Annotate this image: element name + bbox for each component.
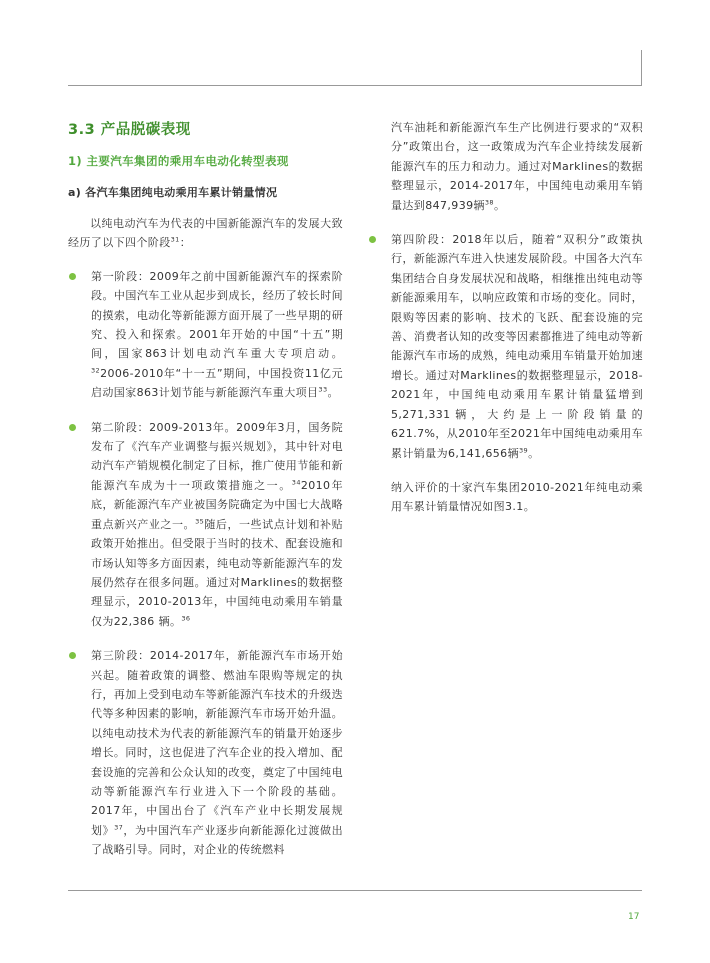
footnote-ref[interactable]: 39: [518, 445, 529, 454]
header-tick: [641, 50, 642, 86]
footer-rule: [68, 890, 642, 891]
right-column: [368, 118, 643, 532]
page-number: 17: [628, 912, 640, 922]
stage-4-text: 第四阶段：2018年以后，随着“双积分”政策执行，新能源汽车进入快速发展阶段。中国各大汽车集团结合自身发展状况和战略，相继推出纯电动等新能源乘用车，以响应政策和市场的变化。同时，限购等因素的影响、技术的飞跃、配套设施的完善、消费者认知的改变等因素都推进了纯电动等新能源汽车市场的成熟，纯电动乘用车销量开始加速增长。通过对Marklines的数据整理显示，2018-2021年，中国纯电动乘用车累计销量猛增到5,271,331辆，大约是上一阶段销量的621.7%，从2010年至2021年中国纯电动乘用车累计销量为6,141,656辆$^{39}$。: [391, 233, 643, 460]
stage-2-item: [68, 418, 343, 631]
footnote-ref[interactable]: 34: [291, 478, 301, 487]
bullet-dot-icon: [69, 273, 76, 280]
stage-3-continued-text: 汽车油耗和新能源汽车生产比例进行要求的“双积分”政策出台，这一政策成为汽车企业持续发展新能源汽车的压力和动力。通过对Marklines的数据整理显示，2014-2017年，中国纯电动乘用车销量达到847,939辆$^{38}$。: [391, 121, 643, 212]
bullet-dot-icon: [369, 236, 376, 243]
stage-1-text: 第一阶段：2009年之前中国新能源汽车的探索阶段。中国汽车工业从起步到成长，经历了较长时间的摸索，电动化等新能源方面开展了一些早期的研究、投入和探索。2001年开始的中国“十五”期间，国家863计划电动汽车重大专项启动。$^{32}$2006-2010年“十一五”期间，中国投资11亿元启动国家863计划节能与新能源汽车重大项目$^{33}$。: [91, 269, 343, 400]
footnote-ref[interactable]: 37: [114, 823, 124, 832]
stage-4-item: [368, 230, 643, 463]
footnote-ref[interactable]: 35: [195, 517, 205, 526]
intro-paragraph: 以纯电动汽车为代表的中国新能源汽车的发展大致经历了以下四个阶段$^{31}$：: [68, 217, 343, 250]
footnote-ref[interactable]: 32: [91, 366, 101, 375]
stage-3-item: [68, 646, 343, 859]
section-title: 3.3 产品脱碳表现: [68, 122, 191, 138]
closing-paragraph: 纳入评价的十家汽车集团2010-2021年纯电动乘用车累计销量情况如图3.1。: [391, 480, 643, 514]
footnote-ref[interactable]: 33: [318, 385, 328, 394]
footnote-ref[interactable]: 31: [170, 235, 180, 244]
stage-3-text: 第三阶段：2014-2017年，新能源汽车市场开始兴起。随着政策的调整、燃油车限购等规定的执行，再加上受到电动车等新能源汽车技术的升级迭代等多种因素的影响，新能源汽车市场开始升温。以纯电动技术为代表的新能源汽车的销量开始逐步增长。同时，这也促进了汽车企业的投入增加、配套设施的完善和公众认知的改变，奠定了中国纯电动等新能源汽车行业进入下一个阶段的基础。2017年，中国出台了《汽车产业中长期发展规划》$^{37}$，为中国汽车产业逐步向新能源化过渡做出了战略引导。同时，对企业的传统燃料: [91, 649, 343, 857]
sub-subsection-heading: a) 各汽车集团纯电动乘用车累计销量情况: [68, 186, 278, 199]
footnote-ref[interactable]: 36: [181, 614, 191, 623]
header-rule: [68, 85, 642, 86]
bullet-dot-icon: [69, 424, 76, 431]
footnote-ref[interactable]: 38: [484, 197, 494, 206]
stage-1-item: [68, 267, 343, 403]
left-column: [68, 120, 343, 860]
bullet-dot-icon: [69, 652, 76, 659]
stage-2-text: 第二阶段：2009-2013年。2009年3月，国务院发布了《汽车产业调整与振兴规划》，其中针对电动汽车产销规模化制定了目标，推广使用节能和新能源汽车成为十一项政策措施之一。$^{34}$2010年底，新能源汽车产业被国务院确定为中国七大战略重点新兴产业之一。$^{35}$随后，一些试点计划和补贴政策开始推出。但受限于当时的技术、配套设施和市场认知等多方面因素，纯电动等新能源汽车的发展仍然存在很多问题。通过对Marklines的数据整理显示，2010-2013年，中国纯电动乘用车销量仅为22,386 辆。$^{36}$: [91, 420, 344, 628]
subsection-heading: 1) 主要汽车集团的乘用车电动化转型表现: [68, 154, 289, 168]
